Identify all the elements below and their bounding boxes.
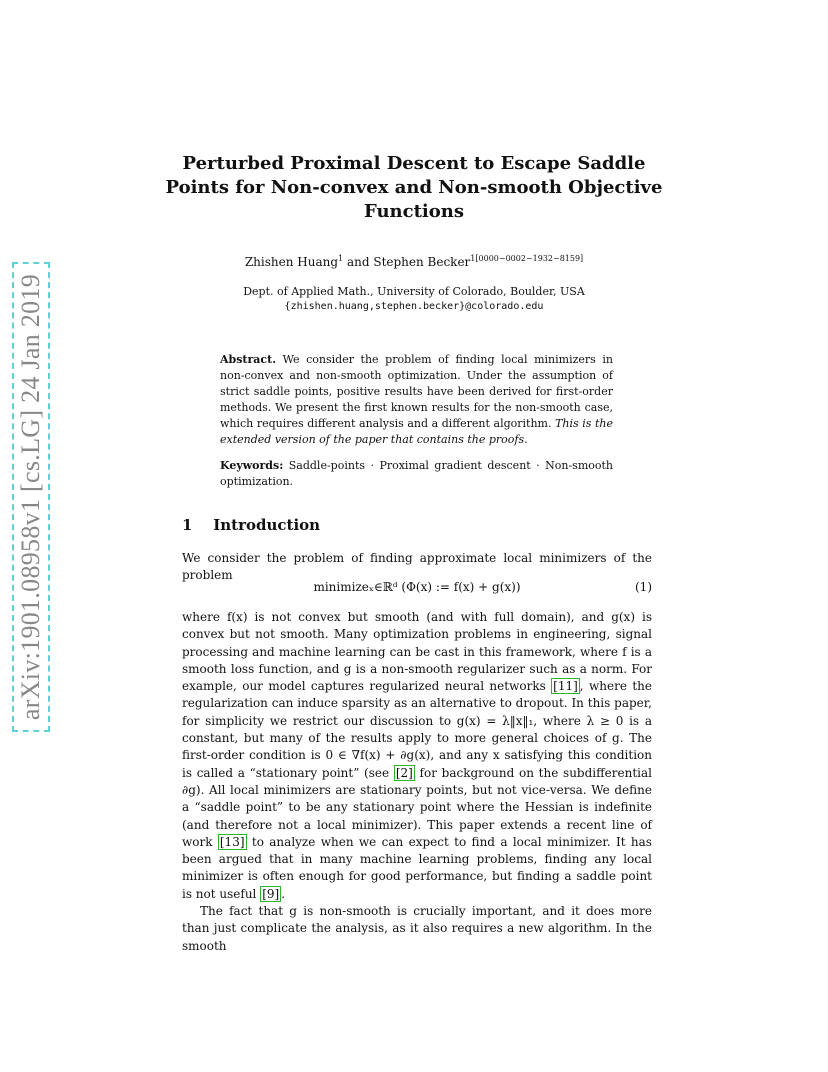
author-affiliation-mark: 1 xyxy=(338,254,344,263)
abstract-label: Abstract. xyxy=(220,353,277,366)
equation-number: (1) xyxy=(635,580,652,594)
text-run: . xyxy=(281,886,286,901)
section-number: 1 xyxy=(182,516,193,534)
section-title: Introduction xyxy=(213,516,321,534)
citation-link[interactable]: [2] xyxy=(395,765,413,780)
intro-lead: We consider the problem of finding approximate local minimizers of the problem xyxy=(182,551,652,582)
author-name: Zhishen Huang xyxy=(244,255,339,269)
equation-body: minimizeₓ∈ℝᵈ (Φ(x) := f(x) + g(x)) xyxy=(313,580,521,594)
intro-body xyxy=(182,609,652,955)
text-run: to analyze when we can expect to find a local minimizer. It has been argued that in many machine learning problems, finding any local minimizer is often enough for good performance, but finding a saddle point is not useful xyxy=(182,834,652,901)
citation-link[interactable]: [11] xyxy=(553,679,578,694)
author-line xyxy=(160,254,668,269)
intro-paragraph xyxy=(182,609,652,903)
author-name: Stephen Becker xyxy=(373,255,471,269)
abstract-text: We consider the problem of finding local minimizers in non-convex and non-smooth optimization. Under the assumption of strict saddle points, positive results have been derived for first-order methods. We present the first known results for the non-smooth case, which requires different analysis and a different algorithm. xyxy=(220,353,613,430)
paper-title: Perturbed Proximal Descent to Escape Saddle Points for Non-convex and Non-smooth Objective Functions xyxy=(165,153,663,222)
text-run: for background on the subdifferential ∂g). All local minimizers are stationary points, but not vice-versa. We define a “saddle point” to be any stationary point where the Hessian is indefinite (and therefore not a local minimizer). This paper extends a recent line of work xyxy=(182,765,652,849)
citation-link[interactable]: [9] xyxy=(262,886,280,901)
text-run: where f(x) is not convex but smooth (and with full domain), and g(x) is convex but not smooth. Many optimization problems in engineering, signal processing and machine learning can be cast in this framework, where f is a smooth loss function, and g is a non-smooth regularizer such as a norm. For example, our model captures regularized neural networks xyxy=(182,610,652,694)
citation-link[interactable]: [13] xyxy=(219,834,245,849)
abstract-note: This is the extended version of the paper that contains the proofs. xyxy=(220,417,614,446)
intro-paragraph: The fact that g is non-smooth is crucially important, and it does more than just complicate the analysis, as it also requires a new algorithm. In the smooth xyxy=(182,904,652,953)
section-heading xyxy=(182,516,320,534)
keywords xyxy=(220,458,613,490)
author-orcid: 1[0000−0002−1932−8159] xyxy=(470,254,584,263)
arxiv-watermark xyxy=(12,262,50,732)
keywords-label: Keywords: xyxy=(220,459,284,472)
keywords-text: Saddle-points · Proximal gradient descent · Non-smooth optimization. xyxy=(220,459,614,488)
affiliation-block xyxy=(160,284,668,314)
text-run: , where the regularization can induce sparsity as an alternative to dropout. In this paper, for simplicity we restrict our discussion to g(x) = λ‖x‖₁, where λ ≥ 0 is a constant, but many of the results apply to more general choices of g. The first-order condition is 0 ∈ ∇f(x) + ∂g(x), and any x satisfying this condition is called a “stationary point” (see xyxy=(182,679,652,780)
author-conjunction: and xyxy=(346,255,370,269)
author-emails: {zhishen.huang,stephen.becker}@colorado.edu xyxy=(284,301,544,312)
arxiv-identifier: arXiv:1901.08958v1 [cs.LG] 24 Jan 2019 xyxy=(16,273,45,721)
equation-1 xyxy=(182,580,652,598)
abstract xyxy=(220,352,613,448)
department: Dept. of Applied Math., University of Colorado, Boulder, USA xyxy=(243,285,585,298)
